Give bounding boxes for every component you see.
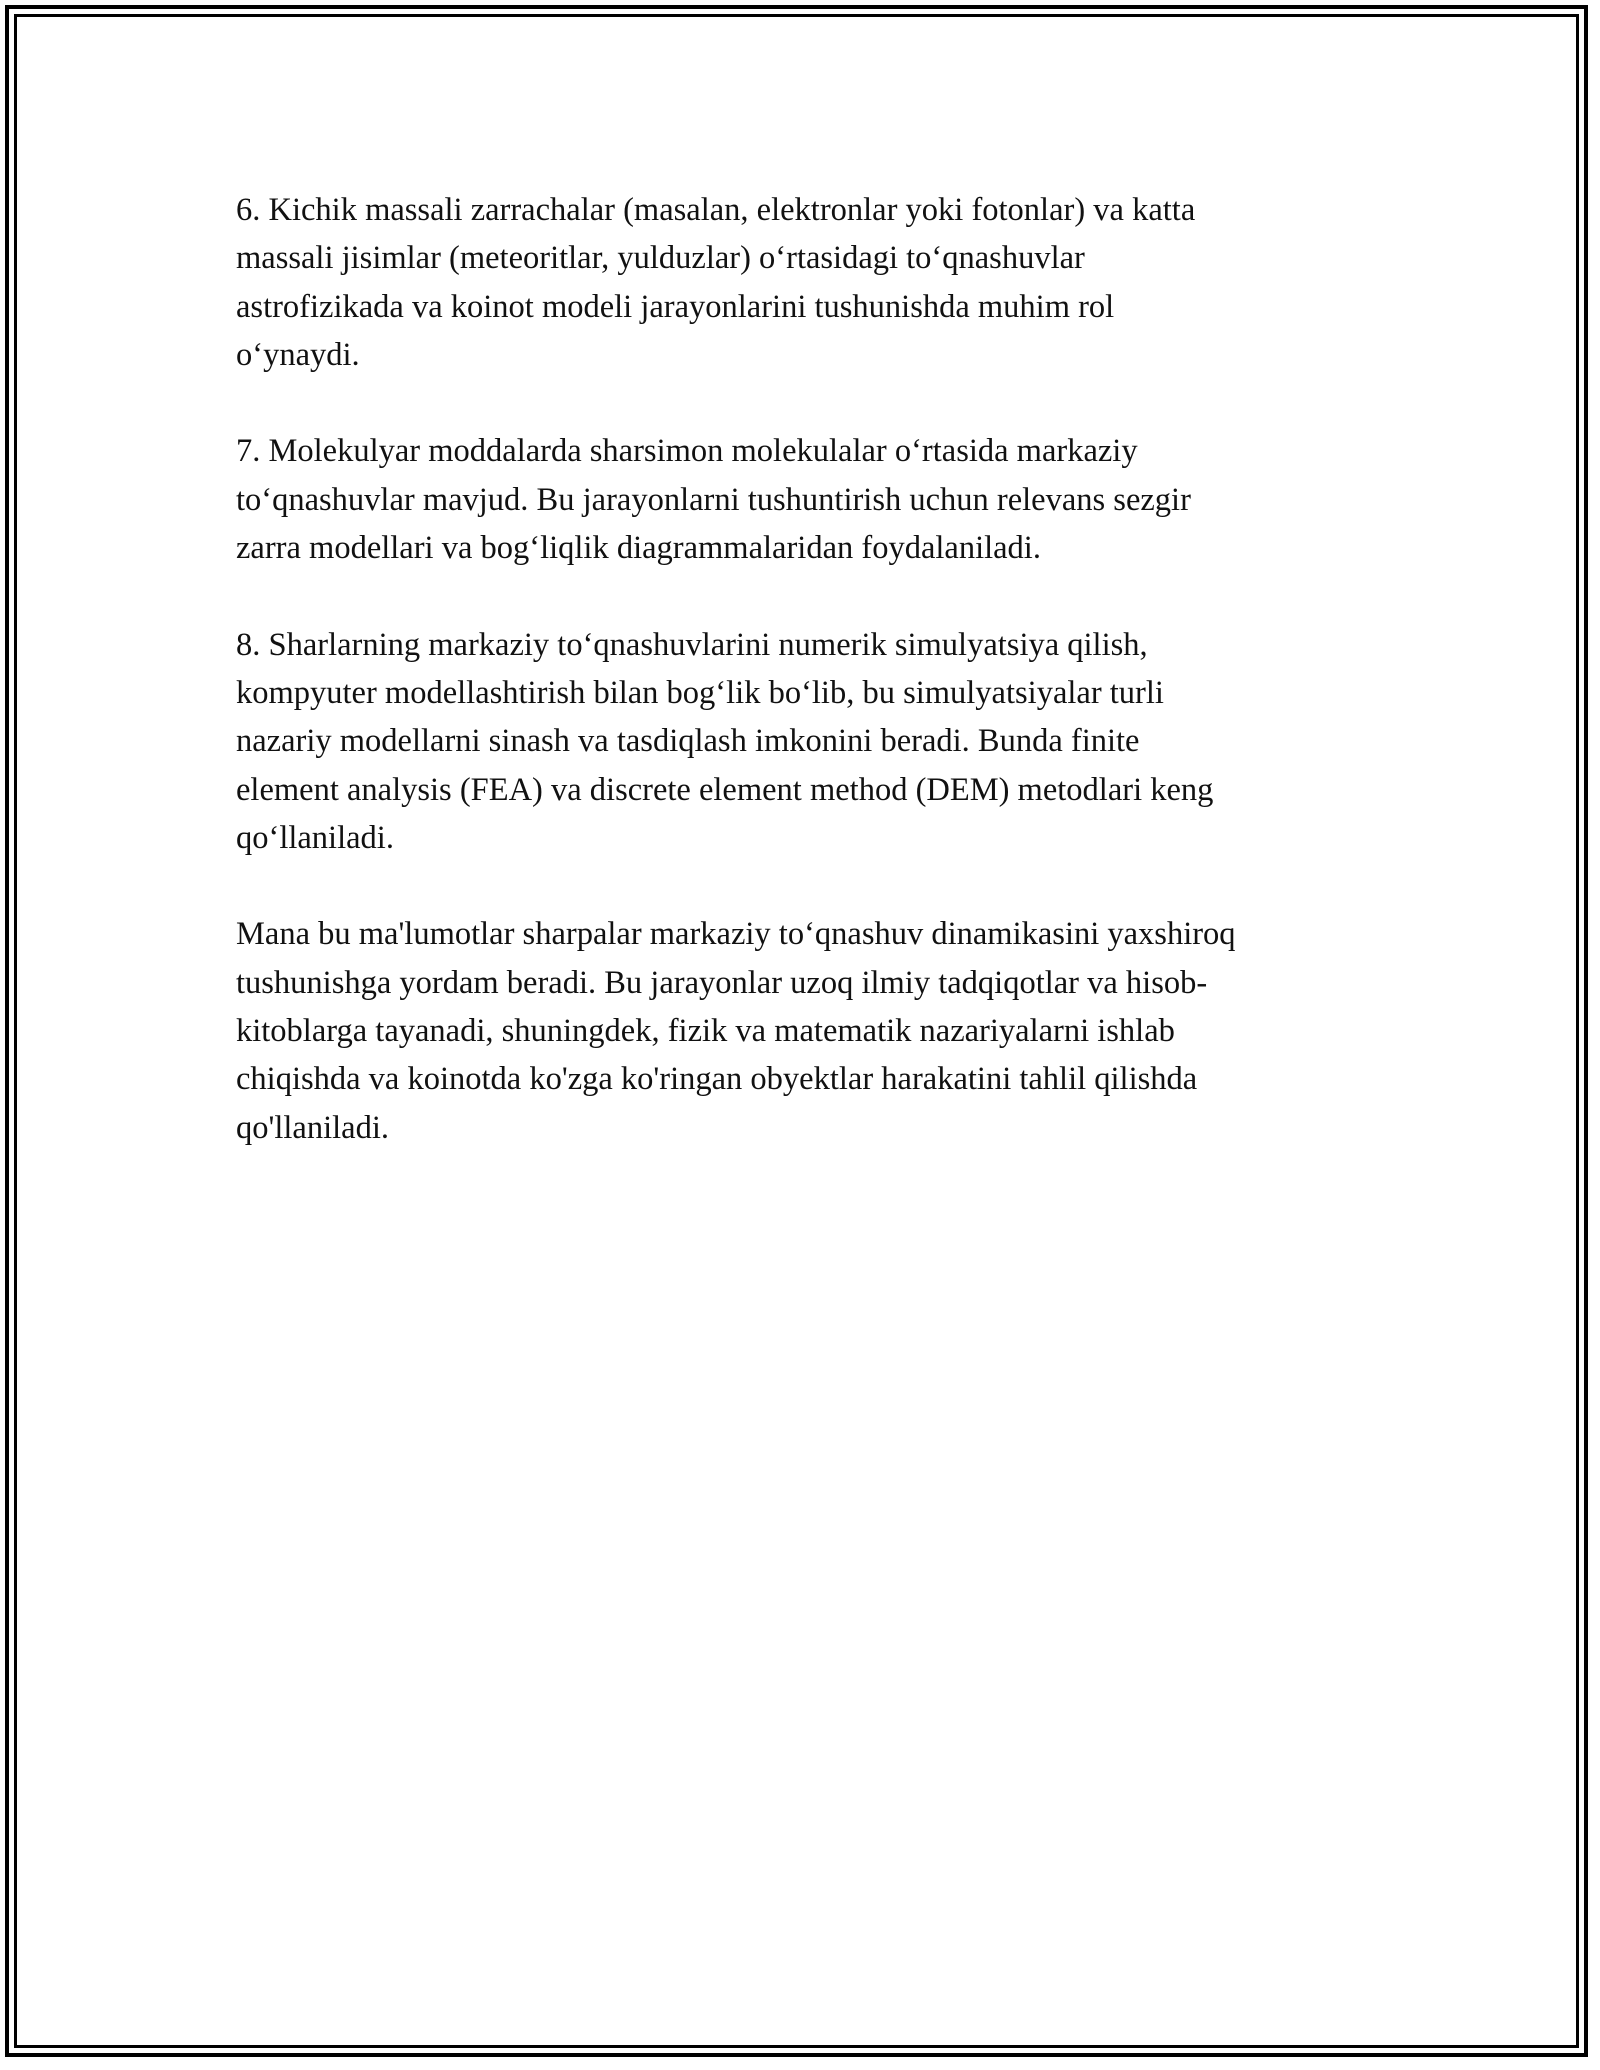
paragraph-summary	[236, 910, 1366, 1151]
text-line: kompyuter modellashtirish bilan bog‘lik bo‘lib, bu simulyatsiyalar turli	[236, 674, 1164, 711]
text-line: chiqishda va koinotda ko'zga ko'ringan obyektlar harakatini tahlil qilishda	[236, 1061, 1198, 1098]
text-line: Mana bu ma'lumotlar sharpalar markaziy to‘qnashuv dinamikasini yaxshiroq	[236, 916, 1236, 953]
text-line: 8. Sharlarning markaziy to‘qnashuvlarini numerik simulyatsiya qilish,	[236, 626, 1148, 663]
text-line: 6. Kichik massali zarrachalar (masalan, elektronlar yoki fotonlar) va katta	[236, 192, 1196, 228]
paragraph-6	[236, 186, 1366, 379]
paragraph-7	[236, 427, 1366, 572]
text-line: qo‘llaniladi.	[236, 819, 394, 856]
text-line: kitoblarga tayanadi, shuningdek, fizik va matematik nazariyalarni ishlab	[236, 1013, 1175, 1050]
text-line: qo'llaniladi.	[236, 1109, 389, 1146]
paragraph-8	[236, 621, 1366, 862]
text-line: tushunishga yordam beradi. Bu jarayonlar uzoq ilmiy tadqiqotlar va hisob-	[236, 964, 1208, 1001]
text-line: to‘qnashuvlar mavjud. Bu jarayonlarni tushuntirish uchun relevans sezgir	[236, 481, 1191, 518]
text-line: o‘ynaydi.	[236, 336, 360, 373]
document-body	[236, 186, 1366, 1200]
text-line: 7. Molekulyar moddalarda sharsimon molekulalar o‘rtasida markaziy	[236, 433, 1138, 470]
text-line: element analysis (FEA) va discrete element method (DEM) metodlari keng	[236, 771, 1214, 808]
text-line: zarra modellari va bog‘liqlik diagrammalaridan foydalaniladi.	[236, 530, 1041, 567]
text-line: astrofizikada va koinot modeli jarayonlarini tushunishda muhim rol	[236, 288, 1115, 325]
text-line: nazariy modellarni sinash va tasdiqlash imkonini beradi. Bunda finite	[236, 723, 1140, 760]
text-line: massali jisimlar (meteoritlar, yulduzlar) o‘rtasidagi to‘qnashuvlar	[236, 240, 1085, 277]
